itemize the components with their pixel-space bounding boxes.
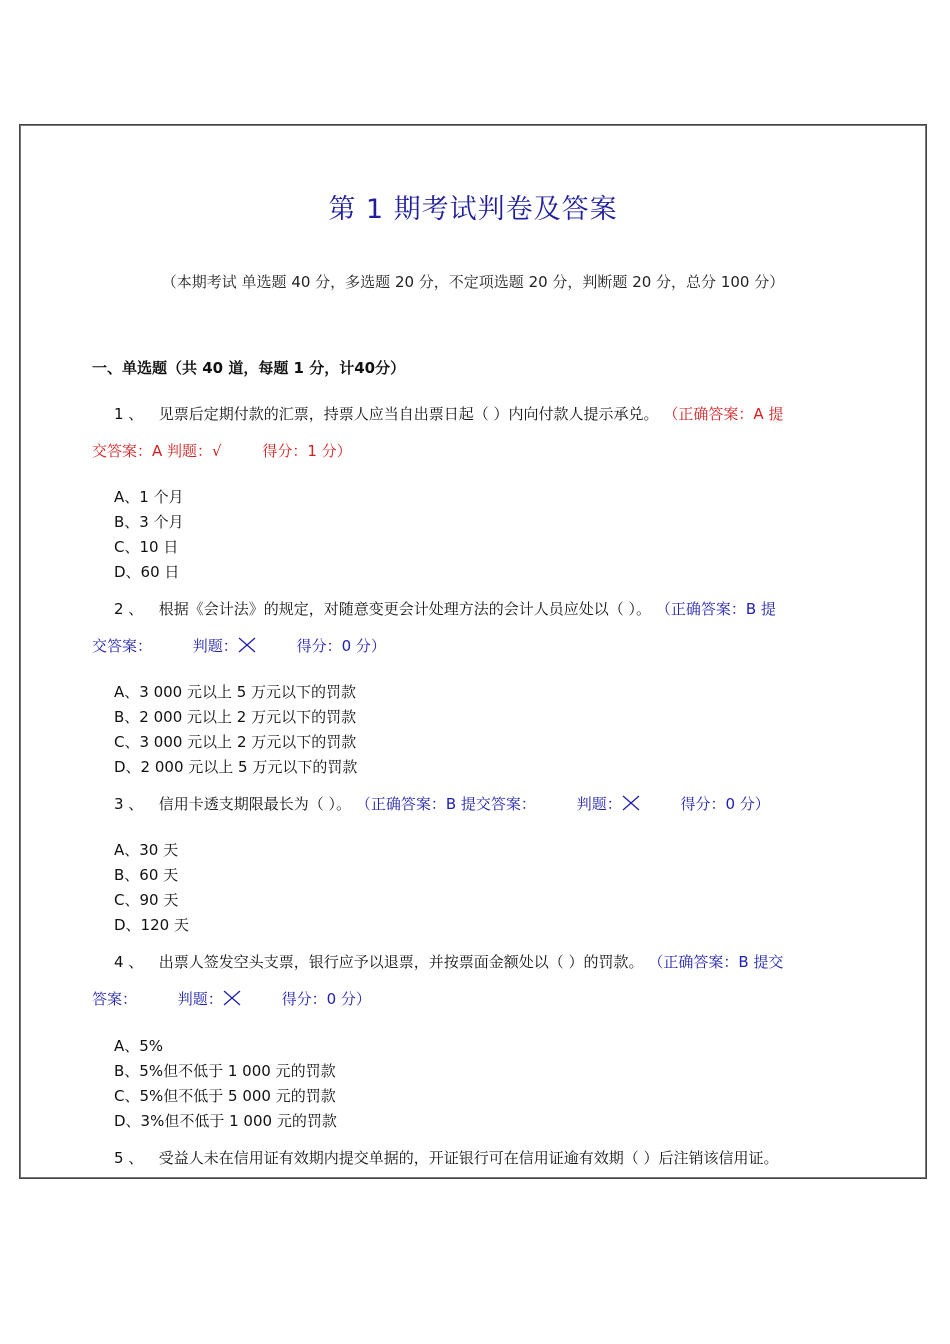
score-summary: （本期考试 单选题 40 分，多选题 20 分，不定项选题 20 分，判断题 20 分，总分 100 分）: [161, 273, 785, 291]
option: B、3 个月: [114, 513, 184, 531]
option: A、1 个月: [114, 488, 184, 506]
option: A、5%: [114, 1037, 164, 1055]
answer-result: （正确答案：B 提: [655, 600, 776, 618]
question-text: 根据《会计法》的规定，对随意变更会计处理方法的会计人员应处以（ ）。: [158, 600, 652, 618]
question-3: [92, 786, 856, 823]
section-heading: 一、单选题（共 40 道，每题 1 分，计40分）: [92, 359, 406, 377]
question-2: [92, 591, 856, 665]
answer-result: （正确答案：A 提: [663, 405, 784, 423]
option: C、3 000 元以上 2 万元以下的罚款: [114, 733, 357, 751]
question-text: 受益人未在信用证有效期内提交单据的，开证银行可在信用证逾有效期（ ）后注销该信用证。: [158, 1149, 779, 1167]
option: A、3 000 元以上 5 万元以下的罚款: [114, 683, 357, 701]
question-number: 5 、: [114, 1149, 144, 1167]
options-4: [114, 1034, 337, 1134]
option: D、60 日: [114, 563, 180, 581]
option: B、60 天: [114, 866, 179, 884]
question-score: 得分：0 分）: [281, 990, 371, 1008]
options-2: [114, 680, 357, 780]
question-1: [92, 396, 856, 470]
option: D、120 天: [114, 916, 189, 934]
options-3: [114, 838, 189, 938]
option: B、2 000 元以上 2 万元以下的罚款: [114, 708, 357, 726]
question-score: 得分：0 分）: [680, 795, 770, 813]
wrong-mark-icon: [622, 795, 640, 811]
answer-result: （正确答案：B 提交: [648, 953, 784, 971]
option: A、30 天: [114, 841, 179, 859]
option: D、2 000 元以上 5 万元以下的罚款: [114, 758, 358, 776]
option: C、90 天: [114, 891, 179, 909]
question-text: 见票后定期付款的汇票，持票人应当自出票日起（ ）内向付款人提示承兑。: [158, 405, 659, 423]
option: C、10 日: [114, 538, 179, 556]
question-number: 3 、: [114, 795, 144, 813]
answer-result: （正确答案：B 提交答案：: [355, 795, 536, 813]
answer-submitted: 交答案：: [92, 637, 153, 655]
question-score: 得分：1 分）: [262, 442, 352, 460]
question-number: 1 、: [114, 405, 144, 423]
option: C、5%但不低于 5 000 元的罚款: [114, 1087, 336, 1105]
question-number: 2 、: [114, 600, 144, 618]
question-5: [92, 1140, 856, 1177]
wrong-mark-icon: [223, 990, 241, 1006]
question-score: 得分：0 分）: [296, 637, 386, 655]
option: D、3%但不低于 1 000 元的罚款: [114, 1112, 337, 1130]
judge-label: 判题：: [177, 990, 223, 1008]
judge-label: 判题：: [576, 795, 622, 813]
options-1: [114, 485, 184, 585]
wrong-mark-icon: [238, 637, 256, 653]
answer-submitted: 答案：: [92, 990, 138, 1008]
answer-submitted: 交答案：A 判题：√: [92, 442, 222, 460]
exam-document: [19, 124, 927, 1179]
question-4: [92, 944, 856, 1018]
option: B、5%但不低于 1 000 元的罚款: [114, 1062, 336, 1080]
page-title: 第 1 期考试判卷及答案: [328, 194, 618, 225]
question-text: 信用卡透支期限最长为（ ）。: [158, 795, 352, 813]
question-number: 4 、: [114, 953, 144, 971]
question-text: 出票人签发空头支票，银行应予以退票，并按票面金额处以（ ）的罚款。: [158, 953, 644, 971]
judge-label: 判题：: [192, 637, 238, 655]
